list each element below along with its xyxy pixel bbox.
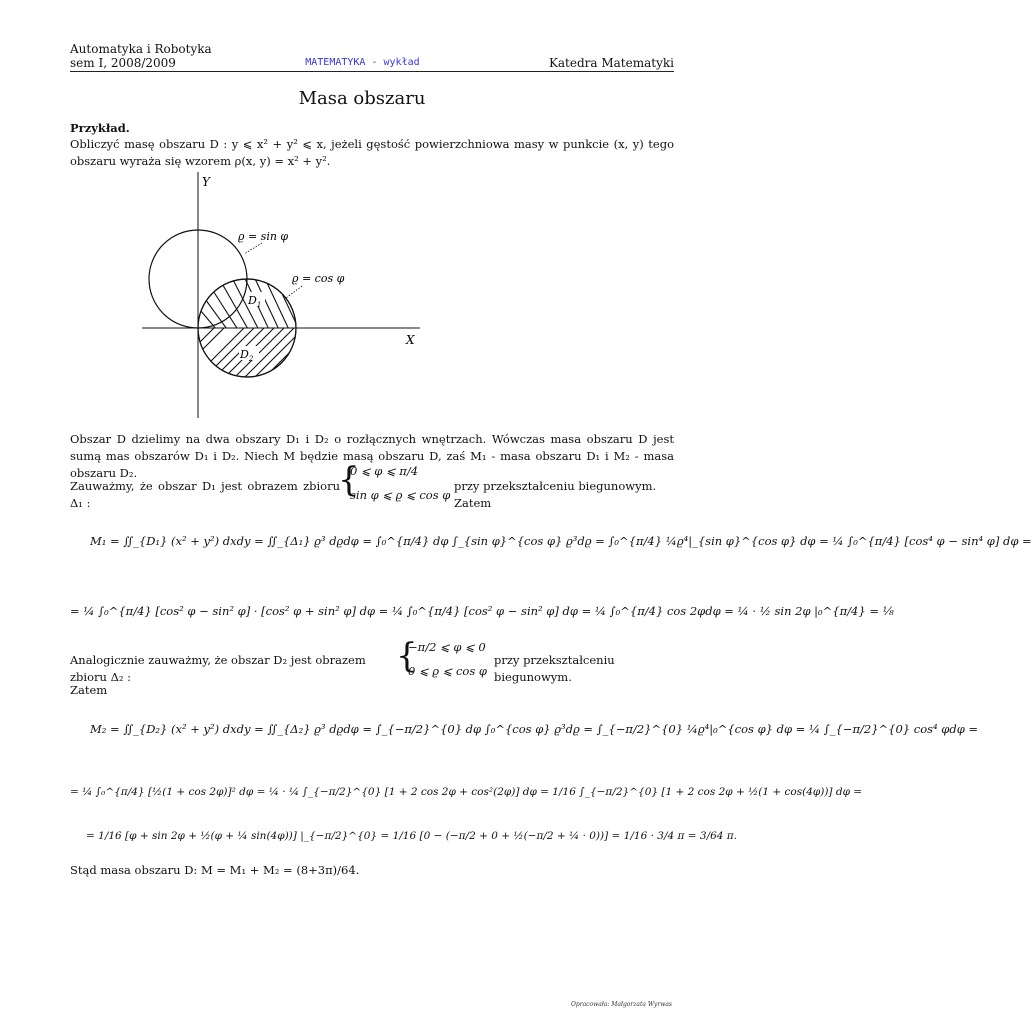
header-rule (70, 71, 674, 72)
department-label: Katedra Matematyki (548, 56, 674, 70)
x-axis-label: X (406, 333, 415, 347)
note1-cond1: 0 ⩽ φ ⩽ π/4 (350, 464, 419, 478)
cos-curve-pointer (286, 286, 302, 298)
sin-curve-label: ϱ = sin φ (238, 230, 289, 243)
note2-tail: przy przekształceniu biegunowym. (494, 653, 615, 684)
cos-curve-label: ϱ = cos φ (292, 272, 345, 285)
m2-line1: M₂ = ∬_{D₂} (x² + y²) dxdy = ∬_{Δ₂} ϱ³ dϱdφ = ∫_{−π/2}^{0} dφ ∫₀^{cos φ} ϱ³dϱ = ∫_{−π/2}^{0} ¼ϱ⁴|₀^{cos φ} dφ = ¼ ∫_{−π/2}^{0} cos⁴ φdφ = (90, 722, 979, 736)
region-d2-label: $D_2$ (240, 348, 254, 363)
subject-label: MATEMATYKA - wykład (305, 57, 420, 68)
note1-lead: Zauważmy, że obszar D₁ jest obrazem zbioru Δ₁ : (70, 479, 340, 510)
m1-line2: = ¼ ∫₀^{π/4} [cos² φ − sin² φ] · [cos² φ + sin² φ] dφ = ¼ ∫₀^{π/4} [cos² φ − sin² φ] dφ = ¼ ∫₀^{π/4} cos 2φdφ = ¼ · ½ sin 2φ |₀^{π/4} = ⅛ (70, 604, 894, 618)
brace-icon: { (396, 636, 418, 676)
note1-cond2: sin φ ⩽ ϱ ⩽ cos φ (350, 488, 451, 502)
course-name: Automatyka i Robotyka (70, 42, 212, 56)
split-paragraph: Obszar D dzielimy na dwa obszary D₁ i D₂ o rozłącznych wnętrzach. Wówczas masa obszaru D jest sumą mas obszarów D₁ i D₂. Niech M będzie masą obszaru D, zaś M₁ - masa obszaru D₁ i M₂ - masa obszaru D₂. (70, 432, 674, 480)
note1-tail: przy przekształceniu biegunowym. Zatem (454, 479, 657, 510)
y-axis-label: Y (202, 175, 210, 189)
sin-curve-pointer (244, 243, 262, 254)
problem-text: Obliczyć masę obszaru D : y ⩽ x² + y² ⩽ x, jeżeli gęstość powierzchniowa masy w punkcie (x, y) tego obszaru wyraża się wzorem ρ(x, y) = x² + y². (70, 137, 674, 168)
semester-label: sem I, 2008/2009 (70, 56, 176, 70)
conclusion: Stąd masa obszaru D: M = M₁ + M₂ = (8+3π)/64. (70, 863, 360, 877)
region-d1-label: $D_1$ (248, 294, 262, 309)
note2-cond1: −π/2 ⩽ φ ⩽ 0 (408, 640, 486, 654)
example-heading: Przykład. (70, 121, 130, 135)
note2-cond2: 0 ⩽ ϱ ⩽ cos φ (408, 664, 487, 678)
m2-line3: = 1/16 [φ + sin 2φ + ½(φ + ¼ sin(4φ))] |_{−π/2}^{0} = 1/16 [0 − (−π/2 + 0 + ½(−π/2 + ¼ · 0))] = 1/16 · 3/4 π = 3/64 π. (86, 830, 738, 842)
zatem-text: Zatem (70, 683, 108, 697)
region-figure (130, 168, 430, 424)
m2-line2: = ¼ ∫₀^{π/4} [½(1 + cos 2φ)]² dφ = ¼ · ¼ ∫_{−π/2}^{0} [1 + 2 cos 2φ + cos²(2φ)] dφ = 1/16 ∫_{−π/2}^{0} [1 + 2 cos 2φ + ½(1 + cos(4φ))] dφ = (70, 786, 863, 798)
header-row (70, 56, 674, 70)
m1-line1: M₁ = ∬_{D₁} (x² + y²) dxdy = ∬_{Δ₁} ϱ³ dϱdφ = ∫₀^{π/4} dφ ∫_{sin φ}^{cos φ} ϱ³dϱ = ∫₀^{π/4} ¼ϱ⁴|_{sin φ}^{cos φ} dφ = ¼ ∫₀^{π/4} [cos⁴ φ − sin⁴ φ] dφ = (90, 534, 1032, 548)
note2-lead: Analogicznie zauważmy, że obszar D₂ jest obrazem zbioru Δ₂ : (70, 653, 366, 684)
page-title: Masa obszaru (298, 88, 426, 109)
brace-icon: { (338, 460, 360, 500)
author-footer: Opracowała: Małgorzata Wyrwas (570, 1001, 672, 1008)
